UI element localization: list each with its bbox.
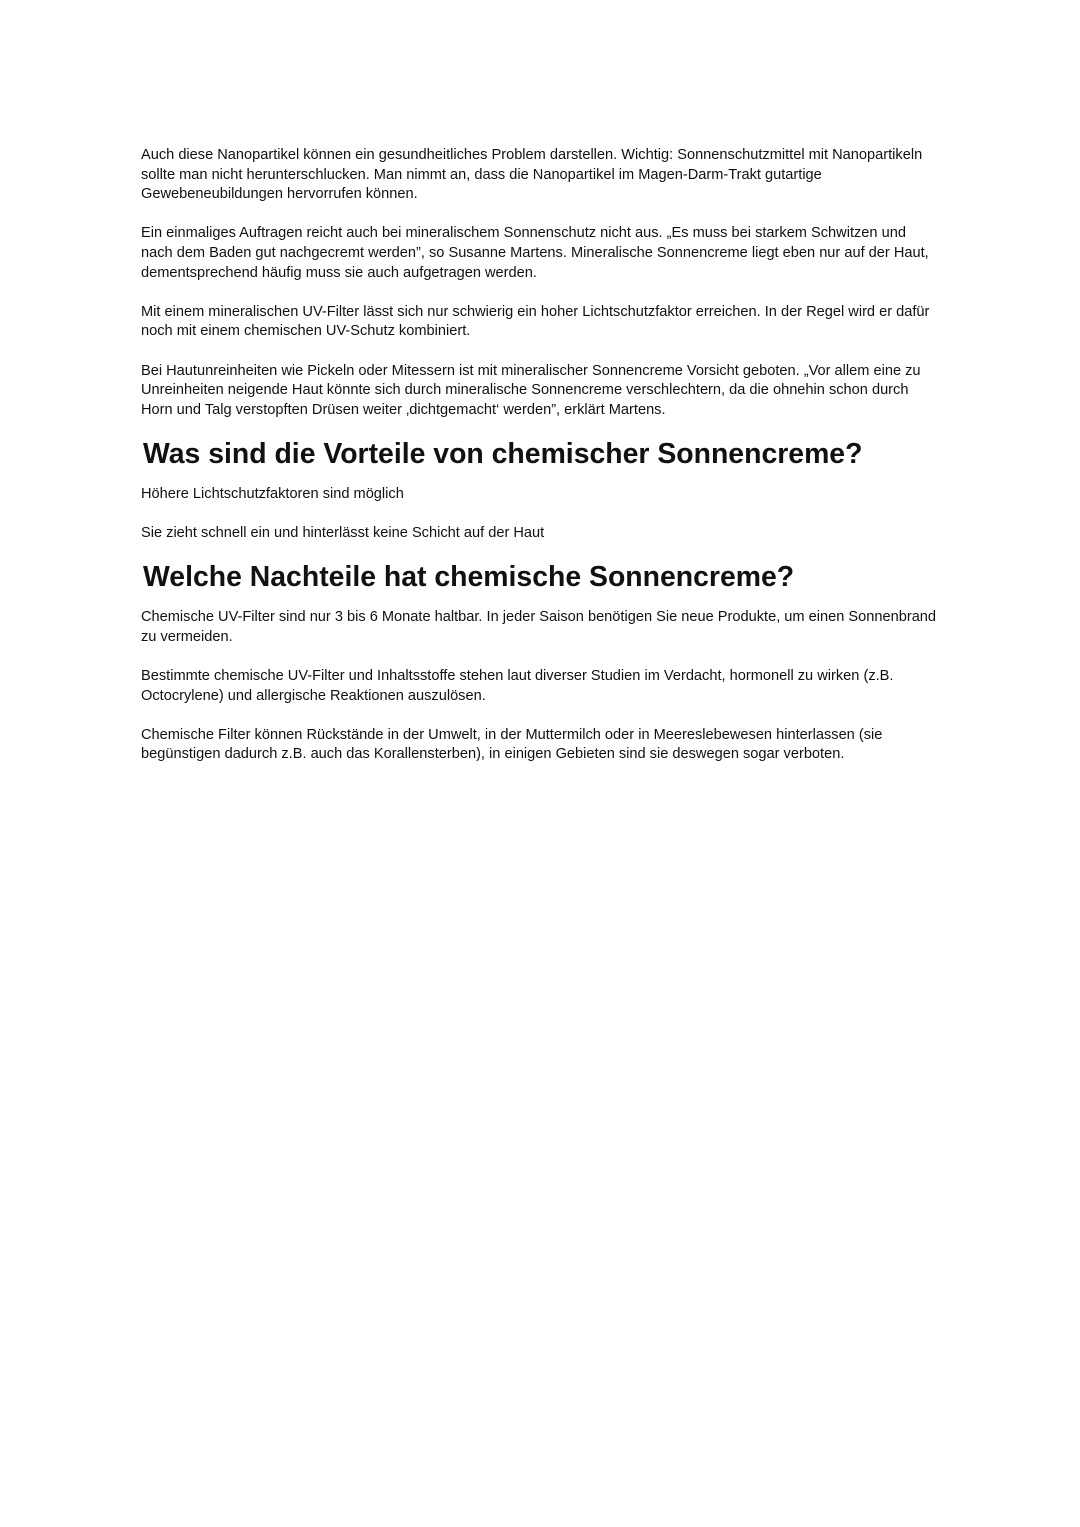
paragraph-disadvantage-hormones: Bestimmte chemische UV-Filter und Inhaltsstoffe stehen laut diverser Studien im Verdacht, hormonell zu wirken (z.B. Octocrylene) und allergische Reaktionen auszulösen. <box>141 668 894 704</box>
document-page <box>141 146 941 785</box>
paragraph-disadvantage-shelf-life: Chemische UV-Filter sind nur 3 bis 6 Monate haltbar. In jeder Saison benötigen Sie neue Produkte, um einen Sonnenbrand zu vermeiden. <box>141 609 937 645</box>
paragraph-reapplication: Ein einmaliges Auftragen reicht auch bei mineralischem Sonnenschutz nicht aus. „Es muss bei starkem Schwitzen und nach dem Baden gut nachgecremt werden”, so Susanne Martens. Mineralische Sonnencreme liegt eben nur auf der Haut, dementsprechend häufig muss sie auch aufgetragen werden. <box>141 225 929 281</box>
paragraph-nanoparticles: Auch diese Nanopartikel können ein gesundheitliches Problem darstellen. Wichtig: Sonnenschutzmittel mit Nanopartikeln sollte man nicht herunterschlucken. Man nimmt an, dass die Nanopartikel im Magen-Darm-Trakt gutartige Gewebeneubildungen hervorrufen können. <box>141 147 923 203</box>
paragraph-disadvantage-environment: Chemische Filter können Rückstände in der Umwelt, in der Muttermilch oder in Meereslebewesen hinterlassen (sie begünstigen dadurch z.B. auch das Korallensterben), in einigen Gebieten sind sie deswegen sogar verboten. <box>141 726 883 763</box>
paragraph-uv-filter: Mit einem mineralischen UV-Filter lässt sich nur schwierig ein hoher Lichtschutzfaktor erreichen. In der Regel wird er dafür noch mit einem chemischen UV-Schutz kombiniert. <box>141 303 930 340</box>
paragraph-skin-impurities: Bei Hautunreinheiten wie Pickeln oder Mitessern ist mit mineralischer Sonnencreme Vorsicht geboten. „Vor allem eine zu Unreinheiten neigende Haut könnte sich durch mineralische Sonnencreme verschlechtern, da die ohnehin schon durch Horn und Talg verstopften Drüsen weiter ‚dichtgemacht‘ werden”, erklärt Martens. <box>141 362 921 418</box>
heading-disadvantages: Welche Nachteile hat chemische Sonnencreme? <box>143 561 795 594</box>
heading-advantages: Was sind die Vorteile von chemischer Sonnencreme? <box>143 437 863 470</box>
paragraph-advantage-spf: Höhere Lichtschutzfaktoren sind möglich <box>141 485 404 502</box>
paragraph-advantage-absorb: Sie zieht schnell ein und hinterlässt keine Schicht auf der Haut <box>141 525 545 542</box>
